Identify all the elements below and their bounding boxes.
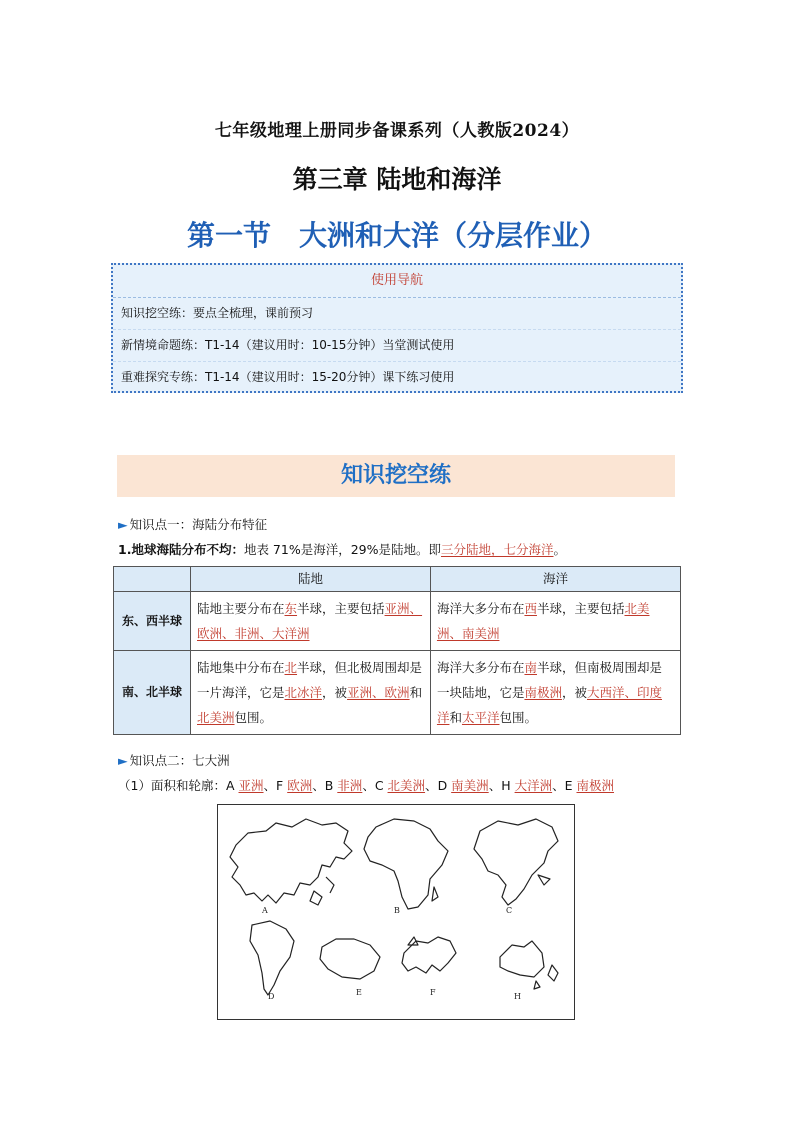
land-cell: 陆地主要分布在东半球，主要包括亚洲、欧洲、非洲、大洋洲 — [191, 592, 431, 651]
continent-answer: 非洲 — [337, 778, 363, 793]
statement-lead: 1.地球海陆分布不均： — [118, 542, 244, 557]
table-header: 陆地 — [191, 567, 431, 592]
table-header — [114, 567, 191, 592]
antarctica-outline — [320, 939, 380, 979]
continent-list: A 亚洲、F 欧洲、B 非洲、C 北美洲、D 南美洲、H 大洋洲、E 南极洲 — [225, 778, 614, 793]
map-label: E — [356, 988, 362, 997]
kp1-label: 知识点一：海陆分布特征 — [129, 517, 268, 532]
table-header: 海洋 — [430, 567, 680, 592]
sea-cell: 海洋大多分布在南半球，但南极周围却是一块陆地，它是南极洲，被大西洋、印度洋和太平洋包围。 — [430, 651, 680, 735]
continent-answer: 南极洲 — [576, 778, 614, 793]
continent-letter: C — [374, 778, 388, 793]
nav-row: 新情境命题练：T1-14（建议用时：10-15分钟）当堂测试使用 — [113, 330, 681, 362]
map-label: B — [394, 906, 400, 915]
continent-answer: 大洋洲 — [514, 778, 553, 793]
knowledge-point-2 — [118, 751, 230, 769]
map-label: A — [262, 906, 268, 915]
table-row — [114, 651, 681, 735]
section-number: 第一节 — [186, 219, 271, 252]
table-row — [114, 592, 681, 651]
series-title: 七年级地理上册同步备课系列（人教版2024） — [214, 121, 580, 141]
kp2-label: 知识点二：七大洲 — [129, 753, 230, 768]
nav-row: 知识挖空练：要点全梳理，课前预习 — [113, 298, 681, 330]
statement-end: 。 — [553, 542, 567, 557]
row-head: 东、西半球 — [114, 592, 191, 651]
oceania-outline — [500, 941, 544, 977]
nav-row: 重难探究专练：T1-14（建议用时：15-20分钟）课下练习使用 — [121, 370, 455, 384]
continent-answer: 南美洲 — [451, 778, 489, 793]
continent-letter: D — [437, 778, 452, 793]
area-prefix: （1）面积和轮廓： — [118, 778, 226, 793]
knowledge-point-1 — [118, 515, 267, 533]
statement-text: 地表 71%是海洋，29%是陆地。即 — [243, 542, 441, 557]
north-america-outline — [474, 819, 558, 905]
continent-outline-figure — [217, 804, 575, 1020]
continent-answer: 亚洲 — [238, 778, 264, 793]
map-label: D — [268, 992, 275, 1001]
section-name: 大洲和大洋（分层作业） — [299, 219, 608, 252]
nav-title: 使用导航 — [113, 265, 681, 298]
land-cell: 陆地集中分布在北半球，但北极周围却是一片海洋，它是北冰洋，被亚洲、欧洲和北美洲包围。 — [191, 651, 431, 735]
section-title — [0, 214, 794, 254]
continent-letter: B — [324, 778, 338, 793]
continent-letter: E — [564, 778, 577, 793]
south-america-outline — [250, 921, 294, 995]
continent-area-line — [118, 776, 614, 794]
land-sea-table — [113, 566, 681, 735]
continent-answer: 北美洲 — [387, 778, 426, 793]
sea-cell: 海洋大多分布在西半球，主要包括北美洲、南美洲 — [430, 592, 680, 651]
usage-navigation-box — [111, 263, 683, 393]
map-label: H — [514, 992, 521, 1001]
triangle-bullet-icon: ► — [118, 517, 128, 532]
asia-outline — [230, 819, 352, 903]
section-banner: 知识挖空练 — [117, 455, 675, 497]
continent-outlines — [218, 805, 574, 1019]
continent-letter: H — [501, 778, 515, 793]
continent-letter: A — [225, 778, 239, 793]
continent-answer: 欧洲 — [287, 778, 313, 793]
continent-letter: F — [276, 778, 288, 793]
triangle-bullet-icon: ► — [118, 753, 128, 768]
distribution-statement — [118, 540, 566, 558]
africa-outline — [364, 819, 448, 909]
chapter-title: 第三章 陆地和海洋 — [292, 165, 502, 194]
map-label: F — [430, 988, 436, 997]
row-head: 南、北半球 — [114, 651, 191, 735]
answer-blank: 三分陆地，七分海洋 — [441, 542, 554, 557]
table-header-row — [114, 567, 681, 592]
map-label: C — [506, 906, 513, 915]
